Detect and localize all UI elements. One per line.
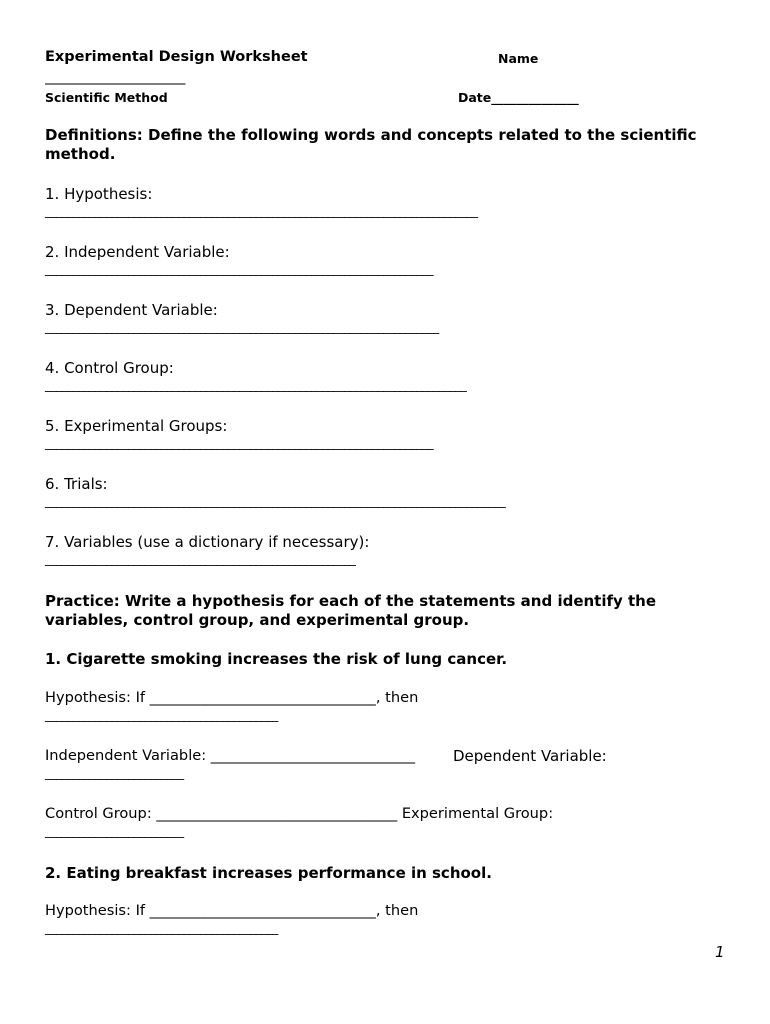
definition-answer-line[interactable]: ____________________________________________________________________________ xyxy=(45,378,467,392)
definition-item-label: 2. Independent Variable: xyxy=(45,243,230,261)
definition-item-label: 1. Hypothesis: xyxy=(45,185,153,203)
name-line[interactable]: ____________________________ xyxy=(45,72,185,85)
definition-answer-line[interactable]: _______________________________________________________________________ xyxy=(45,320,439,334)
definitions-heading-line1: Definitions: Define the following words and concepts related to the scientific xyxy=(45,126,697,144)
q1-independent-variable[interactable]: Independent Variable: ____________________________ xyxy=(45,747,416,764)
q1-hypothesis-line[interactable]: __________________________________________ xyxy=(45,708,278,722)
date-label[interactable]: Date______________ xyxy=(458,90,579,105)
name-label: Name xyxy=(498,51,539,66)
definition-item-label: 4. Control Group: xyxy=(45,359,174,377)
page-number: 1 xyxy=(715,943,725,961)
practice-heading-line2: variables, control group, and experimental group. xyxy=(45,611,470,629)
q1-control-group[interactable]: Control Group: _________________________________ Experimental Group: xyxy=(45,805,554,822)
worksheet-subtitle: Scientific Method xyxy=(45,90,168,105)
practice-statement-1: 1. Cigarette smoking increases the risk of lung cancer. xyxy=(45,650,508,668)
practice-heading-line1: Practice: Write a hypothesis for each of the statements and identify the xyxy=(45,592,657,610)
definition-item-label: 7. Variables (use a dictionary if necessary): xyxy=(45,533,370,551)
definition-item-label: 5. Experimental Groups: xyxy=(45,417,228,435)
practice-heading xyxy=(45,592,656,629)
definition-answer-line[interactable]: ______________________________________________________________________ xyxy=(45,436,434,450)
definitions-heading-line2: method. xyxy=(45,145,116,163)
q1-dependent-variable-line[interactable]: _________________________ xyxy=(45,766,184,780)
definition-answer-line[interactable]: ___________________________________________________________________________________ xyxy=(45,494,506,508)
q1-hypothesis[interactable]: Hypothesis: If _______________________________, then xyxy=(45,689,419,706)
practice-statement-2: 2. Eating breakfast increases performance in school. xyxy=(45,864,492,882)
definition-answer-line[interactable]: ______________________________________________________________________ xyxy=(45,262,434,276)
definition-item-label: 3. Dependent Variable: xyxy=(45,301,218,319)
definition-answer-line[interactable]: ________________________________________________________ xyxy=(45,552,356,566)
q1-experimental-group-line[interactable]: _________________________ xyxy=(45,824,184,838)
q2-hypothesis-line[interactable]: __________________________________________ xyxy=(45,921,278,935)
worksheet-title: Experimental Design Worksheet xyxy=(45,49,308,65)
definitions-heading xyxy=(45,126,697,163)
q1-dependent-variable-label: Dependent Variable: xyxy=(453,747,607,765)
definition-answer-line[interactable]: ______________________________________________________________________________ xyxy=(45,204,478,218)
q2-hypothesis[interactable]: Hypothesis: If _______________________________, then xyxy=(45,902,419,919)
definition-item-label: 6. Trials: xyxy=(45,475,108,493)
